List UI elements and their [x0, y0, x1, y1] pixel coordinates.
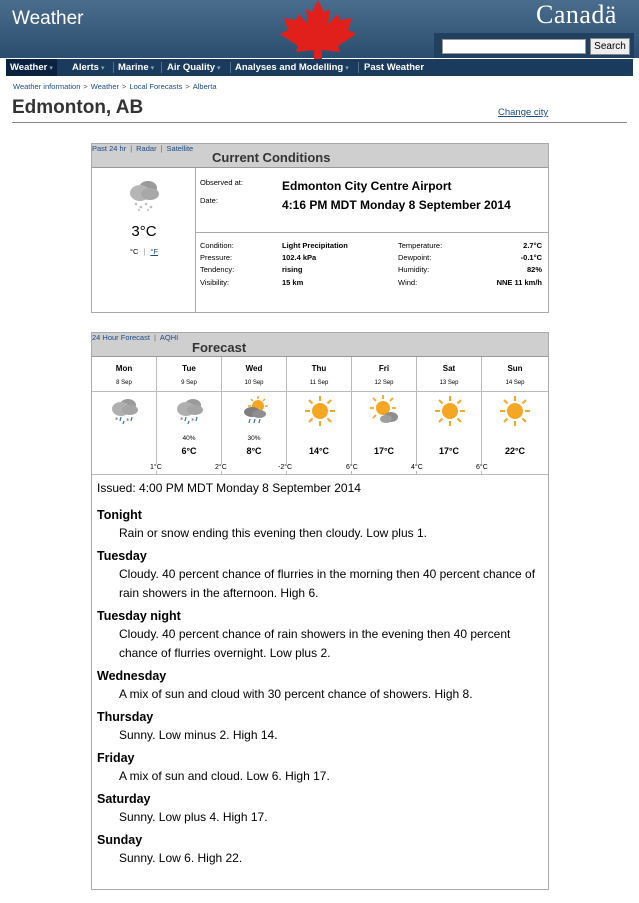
low-temp: 1°C: [150, 464, 162, 471]
humidity-value: 82%: [526, 265, 542, 274]
chevron-down-icon: ▾: [150, 65, 155, 72]
forecast-period: Tuesday night Cloudy. 40 percent chance of rain showers in the evening then 40 percent chance of flurries overnight. Low plus 2.: [97, 609, 511, 660]
search-input[interactable]: [442, 39, 586, 54]
nav-alerts[interactable]: Alerts ▾: [72, 62, 105, 73]
site-title[interactable]: Weather: [12, 8, 84, 29]
forecast-day[interactable]: Mon 8 Sep * *: [92, 357, 157, 474]
main-nav: [6, 59, 633, 76]
forecast-day[interactable]: Wed 10 Sep 30% 8°C: [222, 357, 287, 474]
low-temp: -2°C: [278, 464, 293, 471]
svg-text:*: *: [115, 416, 119, 424]
current-temperature: 3°C: [131, 223, 157, 240]
search-bar: [434, 33, 634, 58]
forecast-grid: [92, 357, 548, 474]
current-conditions-panel: Past 24 hr | Radar | Satellite Current Conditions 3°C °C | °F Observed at: Date: Edmonton City Centre Airport 4:16 PM MDT Monday 8 September 2014 Condition: Light Precipitation Pressure: 102.4 kPa Tendency: rising Visibility: 15 km Temperature: 2.7°C Dewpoint: -0.1°C Humidity: 82% Wind: NNE 11 km/h: [91, 143, 549, 313]
tendency-value: rising: [282, 265, 303, 274]
24-hour-forecast-link[interactable]: 24 Hour Forecast: [92, 333, 150, 342]
forecast-period: Tonight Rain or snow ending this evening then cloudy. Low plus 1.: [97, 508, 427, 540]
observation-date: 4:16 PM MDT Monday 8 September 2014: [282, 198, 511, 212]
breadcrumb-link[interactable]: Alberta: [192, 82, 217, 91]
site-header: [0, 0, 639, 58]
station-info: [282, 177, 542, 215]
satellite-link[interactable]: Satellite: [166, 144, 194, 153]
nav-weather[interactable]: Weather ▾: [6, 59, 57, 76]
nav-air-quality[interactable]: Air Quality ▾: [167, 62, 221, 73]
sun-cloud-rain-icon: [239, 395, 271, 427]
chevron-down-icon: ▾: [100, 65, 105, 72]
forecast-day[interactable]: Tue 9 Sep * * 40% 6°C: [157, 357, 222, 474]
divider: [12, 122, 627, 123]
sun-icon: [304, 395, 336, 427]
sun-icon: [434, 395, 466, 427]
panel-header: 24 Hour Forecast | AQHI Forecast: [92, 333, 548, 357]
change-city-link[interactable]: Change city: [498, 107, 549, 118]
breadcrumb: Weather information > Weather > Local Forecasts > Alberta: [13, 82, 217, 91]
aqhi-link[interactable]: AQHI: [159, 333, 179, 342]
low-temp: 6°C: [346, 464, 358, 471]
nav-past-weather[interactable]: Past Weather: [364, 62, 425, 73]
cloud-rain-snow-icon: [174, 395, 206, 427]
forecast-period: Saturday Sunny. Low plus 4. High 17.: [97, 792, 268, 824]
forecast-period: Sunday Sunny. Low 6. High 22.: [97, 833, 243, 865]
breadcrumb-link[interactable]: Weather information: [13, 82, 81, 91]
sun-cloud-icon: [369, 395, 401, 427]
forecast-period: Friday A mix of sun and cloud. Low 6. High 17.: [97, 751, 330, 783]
cloud-rain-icon: [126, 176, 162, 212]
page-title: Edmonton, AB: [12, 97, 144, 118]
chevron-down-icon: ▾: [49, 65, 53, 72]
fahrenheit-link[interactable]: °F: [150, 247, 158, 256]
forecast-text: [97, 506, 547, 872]
station-name: Edmonton City Centre Airport: [282, 179, 452, 193]
cloud-rain-snow-icon: [109, 395, 141, 427]
svg-text:*: *: [180, 416, 184, 424]
visibility-value: 15 km: [282, 278, 304, 287]
chevron-down-icon: ▾: [345, 65, 349, 72]
forecast-panel: [91, 332, 549, 890]
breadcrumb-link[interactable]: Local Forecasts: [129, 82, 183, 91]
overnight-lows: [92, 463, 548, 474]
forecast-period: Thursday Sunny. Low minus 2. High 14.: [97, 710, 278, 742]
low-temp: 4°C: [411, 464, 423, 471]
forecast-day[interactable]: Fri 12 Sep 17°C: [352, 357, 417, 474]
nav-marine[interactable]: Marine ▾: [118, 62, 155, 73]
past-24hr-link[interactable]: Past 24 hr: [92, 144, 127, 153]
chevron-down-icon: ▾: [217, 65, 221, 72]
condition-value: Light Precipitation: [282, 241, 348, 250]
panel-heading: Forecast: [192, 340, 247, 355]
temperature-value: 2.7°C: [523, 241, 542, 250]
current-summary: [92, 168, 196, 312]
radar-link[interactable]: Radar: [136, 144, 157, 153]
canada-wordmark: Canadä: [536, 0, 617, 29]
pressure-value: 102.4 kPa: [282, 253, 317, 262]
panel-header: Past 24 hr | Radar | Satellite Current Conditions: [92, 144, 548, 168]
forecast-day[interactable]: Thu 11 Sep 14°C: [287, 357, 352, 474]
svg-text:*: *: [191, 417, 195, 425]
maple-leaf-icon: [272, 0, 364, 60]
forecast-day[interactable]: Sat 13 Sep 17°C: [417, 357, 482, 474]
forecast-day[interactable]: Sun 14 Sep 22°C: [482, 357, 548, 474]
sun-icon: [499, 395, 531, 427]
breadcrumb-link[interactable]: Weather: [90, 82, 120, 91]
dewpoint-value: -0.1°C: [520, 253, 542, 262]
forecast-period: Tuesday Cloudy. 40 percent chance of flurries in the morning then 40 percent chance of rain showers in the afternoon. High 6.: [97, 549, 536, 600]
issued-time: Issued: 4:00 PM MDT Monday 8 September 2014: [97, 481, 361, 495]
search-button[interactable]: Search: [590, 38, 630, 55]
panel-heading: Current Conditions: [212, 150, 331, 165]
svg-text:*: *: [126, 417, 130, 425]
wind-value: NNE 11 km/h: [496, 278, 542, 287]
low-temp: 6°C: [476, 464, 488, 471]
nav-analyses[interactable]: Analyses and Modelling ▾: [235, 62, 349, 73]
unit-toggle: °C | °F: [130, 247, 158, 256]
low-temp: 2°C: [215, 464, 227, 471]
forecast-period: Wednesday A mix of sun and cloud with 30 percent chance of showers. High 8.: [97, 669, 473, 701]
